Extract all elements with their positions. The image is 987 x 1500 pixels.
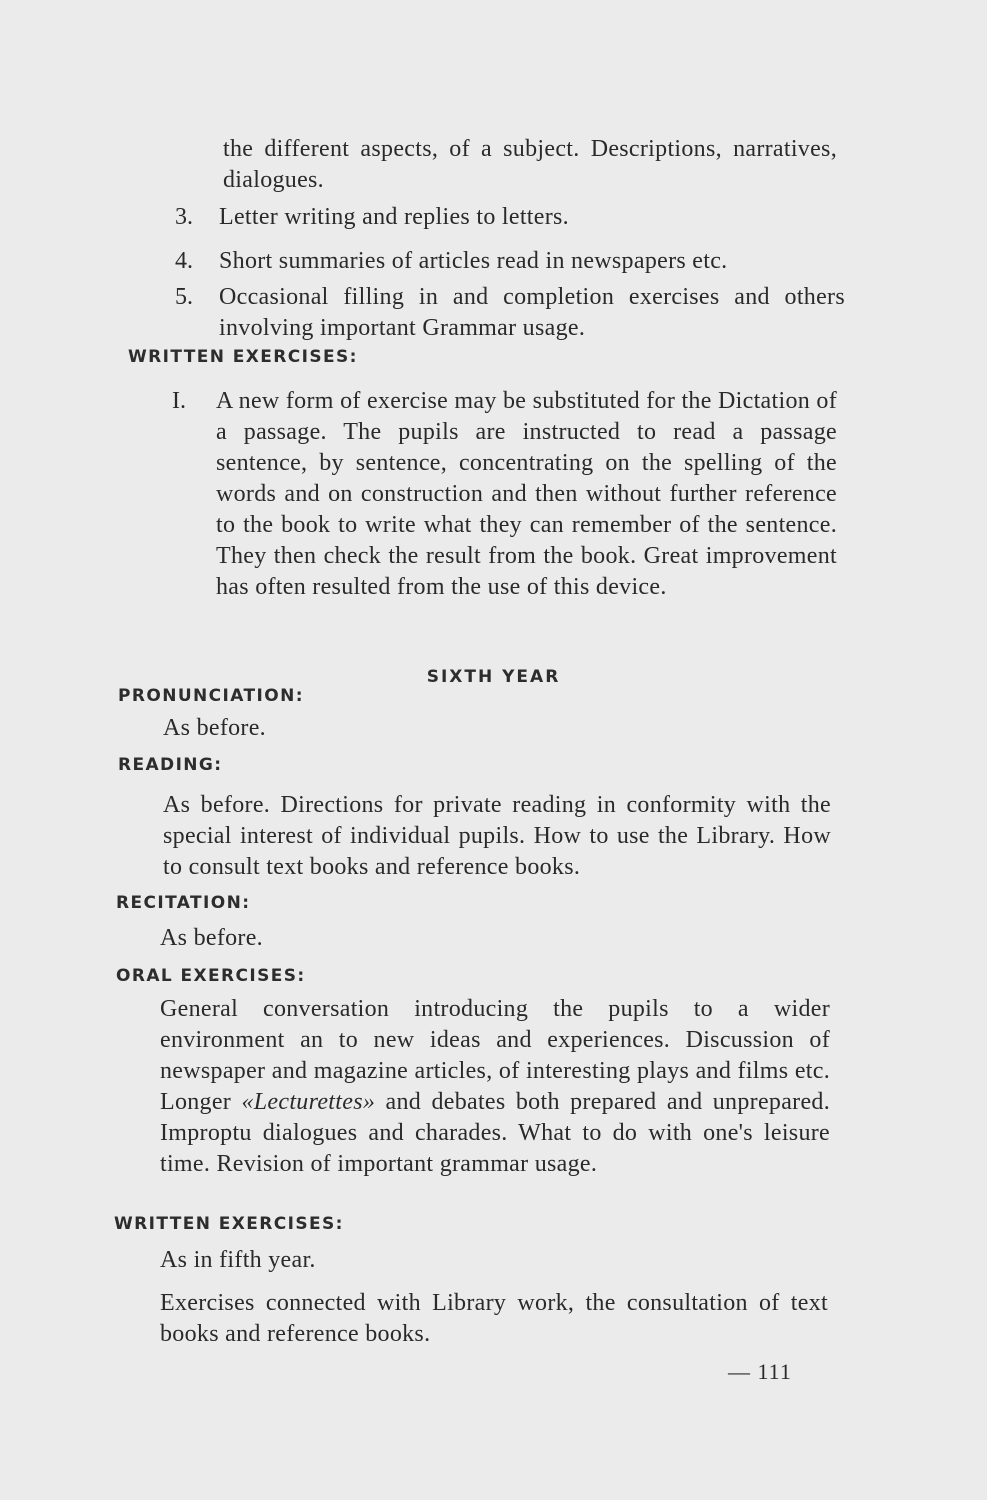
written-exercises-heading-sixth: WRITTEN EXERCISES: [114,1214,344,1234]
list-item-text: Short summaries of articles read in newspapers etc. [219,248,728,274]
list-item-3 [175,202,837,234]
reading-heading: READING: [118,755,223,775]
oral-exercises-text [160,994,830,1180]
list-item-number: 3. [175,204,193,230]
oral-exercises-text-start: General conversation introducing the pupils to a wider environment an to new ideas and experiences. Discussion of newspaper and magazine articles, of interesting plays and films etc. Longer [160,996,830,1115]
recitation-heading: RECITATION: [116,893,251,913]
written-exercises-heading: WRITTEN EXERCISES: [128,347,358,367]
list-item-5 [175,282,845,346]
list-item-text: A new form of exercise may be substituted for the Dictation of a passage. The pupils are instructed to read a passage sentence, by sentence, concentrating on the spelling of the words and on construction and then without further reference to the book to write what they can remember of the sentence. They then check the result from the book. Great improvement has often resulted from the use of this device. [216,388,837,600]
sixth-year-title: SIXTH YEAR [426,667,561,687]
page-number: — 111 [728,1359,792,1384]
list-item-number: 5. [175,284,193,310]
continuation-paragraph: the different aspects, of a subject. Descriptions, narratives, dialogues. [223,136,837,193]
oral-exercises-heading: ORAL EXERCISES: [116,966,306,986]
written-exercises-line-2: Exercises connected with Library work, the consultation of text books and reference books. [160,1290,828,1347]
written-exercises-line-1: As in fifth year. [160,1247,316,1273]
list-item-number: 4. [175,248,193,274]
reading-text: As before. Directions for private reading in conformity with the special interest of individual pupils. How to use the Library. How to consult text books and reference books. [163,792,831,880]
list-item-text: Letter writing and replies to letters. [219,204,569,230]
pronunciation-text: As before. [163,715,266,741]
list-item-text: Occasional filling in and completion exercises and others involving important Grammar usage. [219,284,845,341]
written-exercise-item-1 [172,386,837,636]
recitation-text: As before. [160,925,263,951]
pronunciation-heading: PRONUNCIATION: [118,686,304,706]
oral-exercises-text-end: and debates both prepared and unprepared. Improptu dialogues and charades. What to do with one's leisure time. Revision of important grammar usage. [160,1089,831,1177]
lecturettes-italic: «Lecturettes» [241,1089,376,1115]
list-item-4 [175,246,837,278]
list-item-number: I. [172,388,186,414]
